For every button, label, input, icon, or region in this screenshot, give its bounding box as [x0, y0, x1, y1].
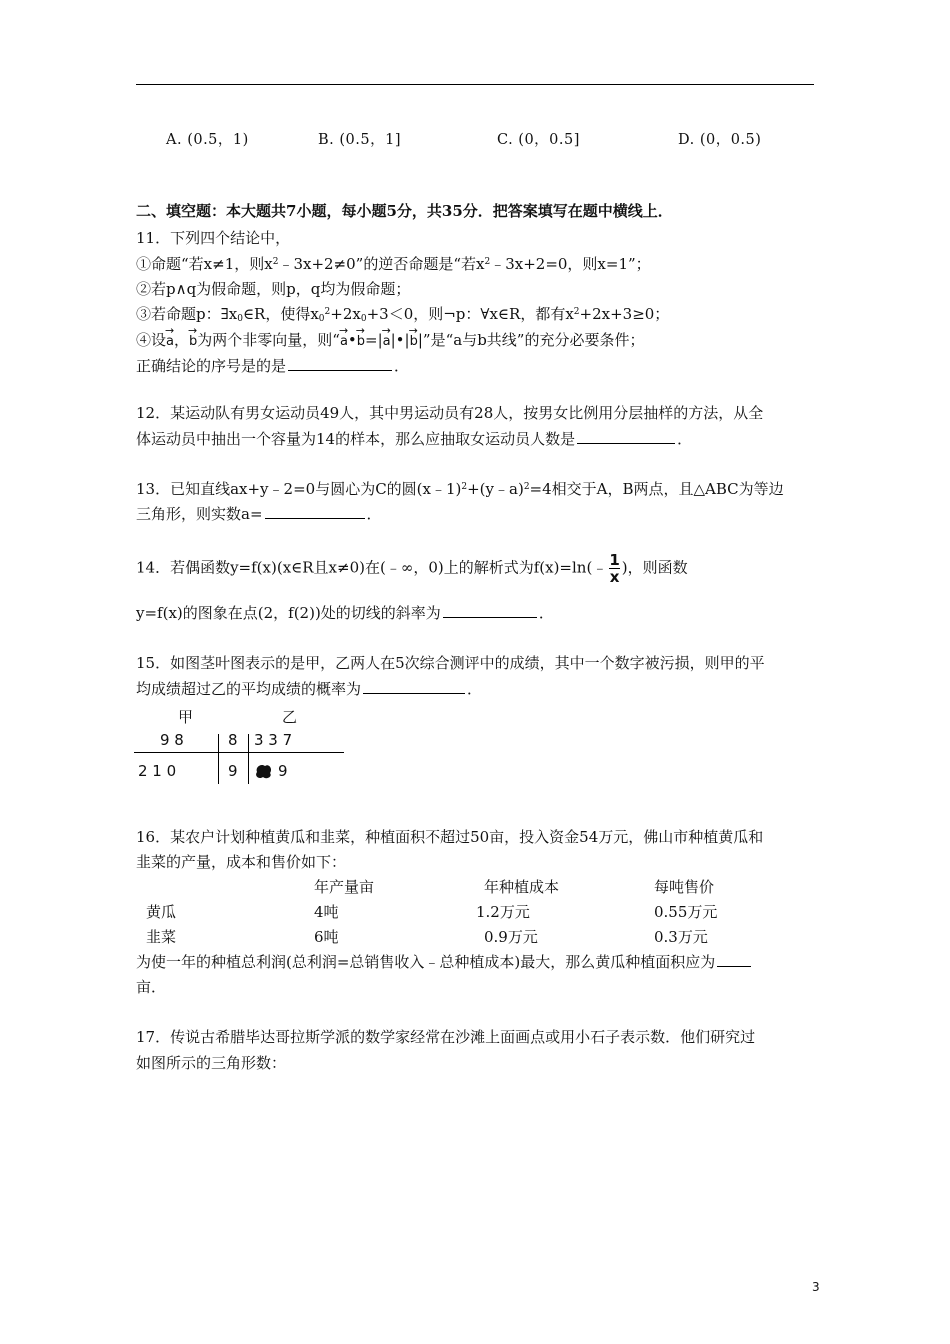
label-jia: 甲	[178, 708, 194, 726]
table-cell: 4吨	[314, 903, 339, 921]
q16-line2: 韭菜的产量，成本和售价如下：	[136, 853, 347, 871]
vector-b: → b	[189, 334, 197, 349]
section-title: 二、填空题：本大题共7小题，每小题5分，共35分．把答案填写在题中横线上．	[136, 202, 673, 220]
stem-leaf-hline	[134, 752, 344, 753]
q12-line2: 体运动员中抽出一个容量为14的样本，那么应抽取女运动员人数是 ．	[136, 430, 693, 448]
table-cell: 6吨	[314, 928, 339, 946]
yi-leaves-row1: 3 3 7	[254, 731, 293, 749]
answer-blank[interactable]	[265, 504, 365, 519]
answer-blank[interactable]	[577, 429, 675, 444]
q17-line1: 17．传说古希腊毕达哥拉斯学派的数学家经常在沙滩上面画点或用小石子表示数．他们研究过	[136, 1028, 756, 1046]
yi-leaves-row2: 9	[278, 762, 288, 780]
stem-row2: 9	[228, 762, 238, 780]
option-b: B. (0.5，1]	[318, 132, 401, 148]
q16-line3: 为使一年的种植总利润(总利润=总销售收入﹣总种植成本)最大，那么黄瓜种植面积应为	[136, 951, 753, 972]
stem-leaf-plot	[134, 706, 346, 786]
label-yi: 乙	[282, 708, 298, 726]
table-header-yield: 年产量亩	[314, 878, 375, 896]
jia-leaves-row2: 2 1 0	[138, 762, 177, 780]
q17-line2: 如图所示的三角形数：	[136, 1054, 287, 1072]
q11-item3: ③若命题p：$\exists x_0\in R$，使得$x_0^2+2x_0+3<0$，则¬p：∀x∈R，都有$x^2+2x+3\ge 0$；	[136, 305, 670, 324]
q11-answer-line: 正确结论的序号是的是 ．	[136, 357, 410, 375]
stem-divider-left	[218, 734, 219, 784]
answer-blank[interactable]	[443, 603, 537, 618]
table-header-price: 每吨售价	[654, 878, 715, 896]
table-cell: 0.55万元	[654, 903, 718, 921]
option-d: D. (0，0.5)	[678, 132, 762, 148]
q14-line2: y=f(x)的图象在点(2，f(2))处的切线的斜率为 ．	[136, 604, 554, 622]
q15-line1: 15．如图茎叶图表示的是甲，乙两人在5次综合测评中的成绩，其中一个数字被污损，则甲的平	[136, 654, 765, 672]
table-cell: 韭菜	[146, 928, 177, 946]
header-rule	[136, 84, 814, 85]
table-cell: 0.9万元	[484, 928, 538, 946]
q12-line1: 12．某运动队有男女运动员49人，其中男运动员有28人，按男女比例用分层抽样的方法，从全	[136, 404, 764, 422]
q11-item2: ②若p∧q为假命题，则p，q均为假命题；	[136, 280, 411, 298]
stem-divider-right	[248, 734, 249, 784]
jia-leaves-row1: 9 8	[160, 731, 184, 749]
q16-line1: 16．某农户计划种植黄瓜和韭菜，种植面积不超过50亩，投入资金54万元，佛山市种植黄瓜和	[136, 828, 764, 846]
vector-a: → a	[166, 334, 174, 349]
q15-line2: 均成绩超过乙的平均成绩的概率为 ．	[136, 680, 483, 698]
answer-blank[interactable]	[717, 952, 751, 967]
q16-line4: 亩．	[136, 978, 167, 996]
q11-stem: 11．下列四个结论中，	[136, 229, 291, 247]
table-cell: 0.3万元	[654, 928, 708, 946]
q14-line1: 14．若偶函数y=f(x)(x∈R且x≠0)在(﹣∞，0)上的解析式为f(x)=ln(﹣ $\frac{1}{x}$ )，则函数	[136, 551, 688, 586]
option-a: A. (0.5，1)	[166, 132, 249, 148]
q11-item1: ①命题“若x≠1，则$x^2﹣3x+2\ne 0$”的逆否命题是“若$x^2﹣3x+2=0$，则x=1”；	[136, 255, 651, 273]
fraction-1-over-x: $\frac{1}{x}$	[609, 551, 620, 586]
table-cell: 黄瓜	[146, 903, 177, 921]
smudge-blot	[254, 762, 274, 780]
option-c: C. (0，0.5]	[497, 132, 580, 148]
answer-blank[interactable]	[363, 679, 465, 694]
stem-row1: 8	[228, 731, 238, 749]
table-cell: 1.2万元	[476, 903, 530, 921]
q13-line1: 13．已知直线ax+y﹣2=0与圆心为C的圆(x﹣1)$^2$+(y﹣a)$^2$=4相交于A，B两点，且△ABC为等边	[136, 480, 784, 498]
q13-line2: 三角形，则实数a= ．	[136, 505, 382, 523]
answer-blank[interactable]	[288, 356, 392, 371]
q11-item4: ④设→ a，→ b为两个非零向量，则“→ a•→ b=|→ a|•|→ b|”是“a与b共线”的充分必要条件；	[136, 329, 644, 350]
table-header-cost: 年种植成本	[484, 878, 560, 896]
page-number: 3	[812, 1280, 820, 1294]
